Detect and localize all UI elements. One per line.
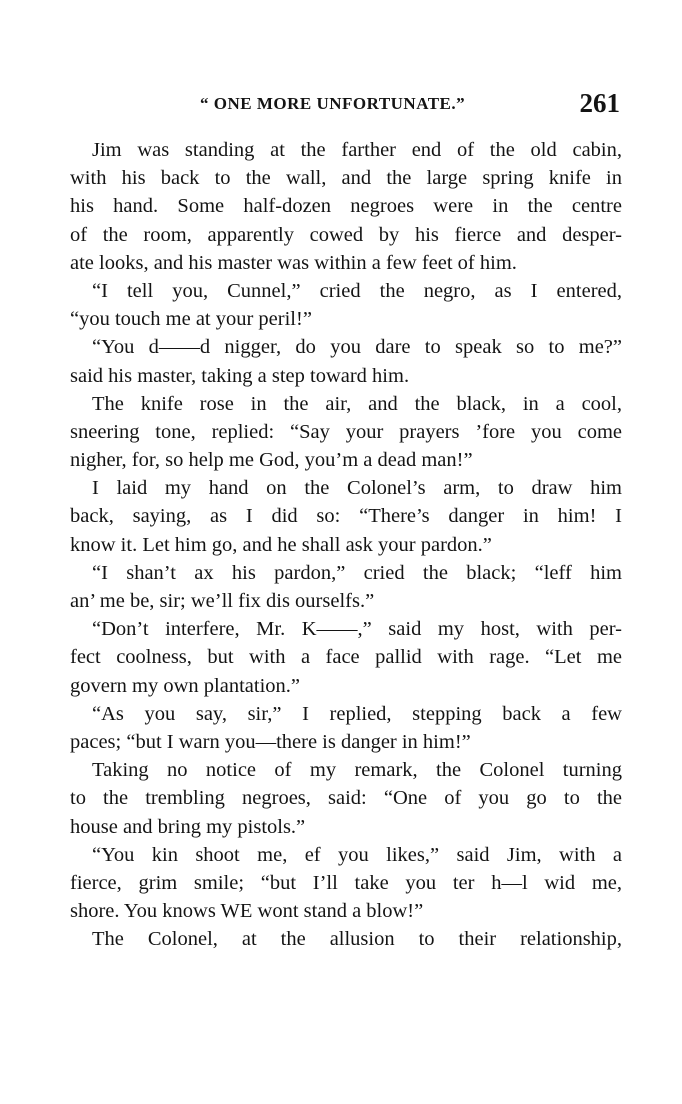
text-line: an’ me be, sir; we’ll fix dis ourselfs.” [70,590,375,612]
text-line: Taking no notice of my remark, the Colonel turning [92,759,622,782]
text-line: govern my own plantation.” [70,674,301,697]
text-line: to the trembling negroes, said: “One of you go to the [70,787,622,810]
text-line: The knife rose in the air, and the black, in a cool, [92,392,622,415]
text-line: “I shan’t ax his pardon,” cried the black; “leff him [92,561,622,584]
text-line: fierce, grim smile; “but I’ll take you ter h—l wid me, [70,871,622,894]
text-line: “You d——d nigger, do you dare to speak so to me?” [92,336,622,359]
text-line: Jim was standing at the farther end of the old cabin, [92,139,622,161]
text-line: ate looks, and his master was within a few feet of him. [70,251,517,274]
running-title: “ ONE MORE UNFORTUNATE.” [200,94,466,113]
text-line: “you touch me at your peril!” [70,308,312,331]
text-line: with his back to the wall, and the large spring knife in [70,167,622,190]
page-number: 261 [579,88,620,118]
text-line: “You kin shoot me, ef you likes,” said Jim, with a [92,843,622,866]
text-line: shore. You knows WE wont stand a blow!” [70,900,424,923]
text-line: nigher, for, so help me God, you’m a dead man!” [70,449,473,472]
text-line: sneering tone, replied: “Say your prayers ’fore you come [70,420,622,443]
text-line: “As you say, sir,” I replied, stepping back a few [92,702,622,725]
text-line: “I tell you, Cunnel,” cried the negro, as I entered, [92,279,622,302]
running-head [70,88,622,122]
text-line: I laid my hand on the Colonel’s arm, to draw him [92,477,622,500]
text-line: know it. Let him go, and he shall ask your pardon.” [70,533,492,556]
text-line: house and bring my pistols.” [70,815,306,838]
text-line: his hand. Some half-dozen negroes were in the centre [70,195,622,218]
text-line: paces; “but I warn you—there is danger in him!” [70,730,471,753]
text-line: said his master, taking a step toward him. [70,364,410,387]
text-line: back, saying, as I did so: “There’s danger in him! I [70,505,622,528]
body-text [70,136,622,953]
text-line: of the room, apparently cowed by his fierce and desper- [70,223,622,246]
text-line: fect coolness, but with a face pallid with rage. “Let me [70,646,622,669]
text-line: The Colonel, at the allusion to their relationship, [92,928,622,951]
text-line: “Don’t interfere, Mr. K——,” said my host, with per- [92,618,622,641]
